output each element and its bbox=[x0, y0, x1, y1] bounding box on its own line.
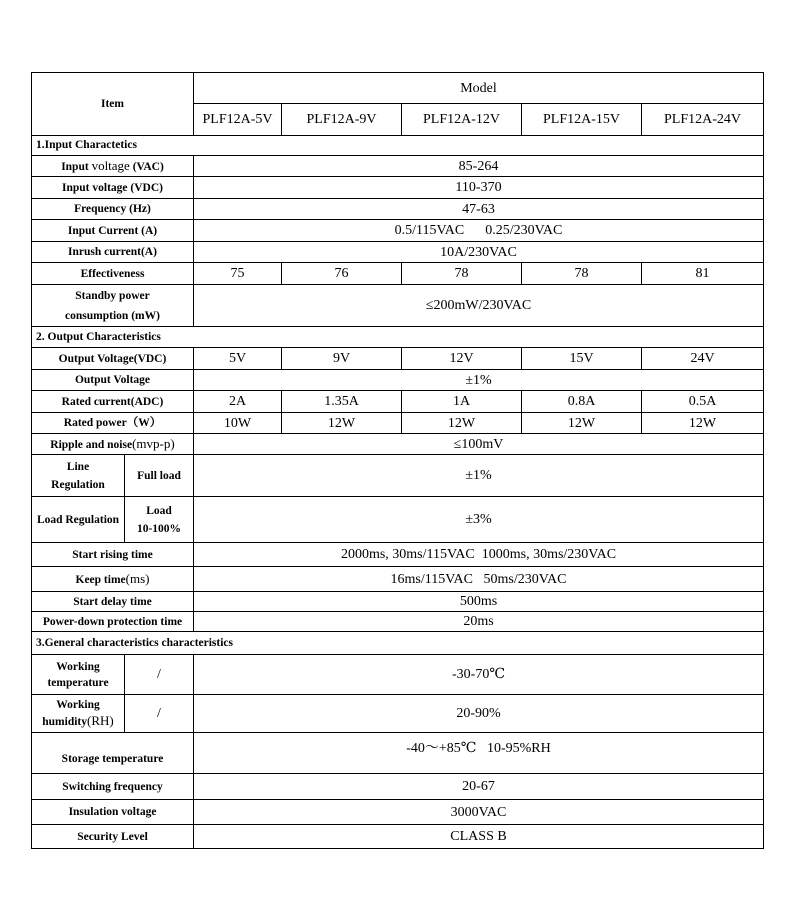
standby-power-value: ≤200mW/230VAC bbox=[194, 285, 764, 327]
model-name: PLF12A-5V bbox=[194, 104, 282, 136]
start-rising-time-value: 2000ms, 30ms/115VAC 1000ms, 30ms/230VAC bbox=[194, 543, 764, 567]
storage-temperature-value: -40～+85℃ 10-95%RH bbox=[194, 733, 764, 774]
start-delay-time-label: Start delay time bbox=[32, 592, 194, 612]
item-header: Item bbox=[32, 73, 194, 136]
rated-power-value: 12W bbox=[402, 413, 522, 434]
output-voltage-value: 9V bbox=[282, 348, 402, 370]
keep-time-label: Keep time(ms) bbox=[32, 567, 194, 592]
load-regulation-value: ±3% bbox=[194, 497, 764, 543]
input-current-value: 0.5/115VAC 0.25/230VAC bbox=[194, 220, 764, 242]
rated-power-value: 12W bbox=[522, 413, 642, 434]
insulation-voltage-label: Insulation voltage bbox=[32, 800, 194, 825]
output-voltage-value: 5V bbox=[194, 348, 282, 370]
ripple-noise-value: ≤100mV bbox=[194, 434, 764, 455]
keep-time-value: 16ms/115VAC 50ms/230VAC bbox=[194, 567, 764, 592]
rated-power-value: 12W bbox=[282, 413, 402, 434]
start-rising-time-label: Start rising time bbox=[32, 543, 194, 567]
effectiveness-value: 78 bbox=[402, 263, 522, 285]
effectiveness-label: Effectiveness bbox=[32, 263, 194, 285]
rated-current-value: 2A bbox=[194, 391, 282, 413]
working-temperature-condition: / bbox=[125, 655, 194, 695]
section-general-title: 3.General characteristics characteristics bbox=[32, 632, 764, 655]
insulation-voltage-value: 3000VAC bbox=[194, 800, 764, 825]
section-input-title: 1.Input Charactetics bbox=[32, 136, 764, 156]
line-regulation-condition: Full load bbox=[125, 455, 194, 497]
storage-temperature-label: Storage temperature bbox=[32, 733, 194, 774]
input-current-label: Input Current (A) bbox=[32, 220, 194, 242]
power-down-protection-label: Power-down protection time bbox=[32, 612, 194, 632]
switching-frequency-label: Switching frequency bbox=[32, 774, 194, 800]
ripple-noise-label: Ripple and noise(mvp-p) bbox=[32, 434, 194, 455]
rated-current-value: 0.5A bbox=[642, 391, 764, 413]
model-header: Model bbox=[194, 73, 764, 104]
output-voltage-value: 12V bbox=[402, 348, 522, 370]
load-regulation-condition: Load 10-100% bbox=[125, 497, 194, 543]
line-regulation-value: ±1% bbox=[194, 455, 764, 497]
rated-current-label: Rated current(ADC) bbox=[32, 391, 194, 413]
model-name: PLF12A-15V bbox=[522, 104, 642, 136]
effectiveness-value: 78 bbox=[522, 263, 642, 285]
rated-current-value: 1.35A bbox=[282, 391, 402, 413]
input-voltage-vac-value: 85-264 bbox=[194, 156, 764, 177]
power-down-protection-value: 20ms bbox=[194, 612, 764, 632]
line-regulation-label: Line Regulation bbox=[32, 455, 125, 497]
section-output-title: 2. Output Characteristics bbox=[32, 327, 764, 348]
input-voltage-vdc-label: Input voltage (VDC) bbox=[32, 177, 194, 199]
model-name: PLF12A-12V bbox=[402, 104, 522, 136]
working-humidity-label: Working humidity(RH) bbox=[32, 695, 125, 733]
input-voltage-vac-label: Input voltage (VAC) bbox=[32, 156, 194, 177]
inrush-current-label: Inrush current(A) bbox=[32, 242, 194, 263]
rated-current-value: 1A bbox=[402, 391, 522, 413]
rated-power-label: Rated power（W） bbox=[32, 413, 194, 434]
output-voltage-accuracy-label: Output Voltage bbox=[32, 370, 194, 391]
working-temperature-label: Working temperature bbox=[32, 655, 125, 695]
load-regulation-label: Load Regulation bbox=[32, 497, 125, 543]
output-voltage-value: 15V bbox=[522, 348, 642, 370]
working-humidity-value: 20-90% bbox=[194, 695, 764, 733]
frequency-value: 47-63 bbox=[194, 199, 764, 220]
standby-power-label: Standby power consumption (mW) bbox=[32, 285, 194, 327]
rated-current-value: 0.8A bbox=[522, 391, 642, 413]
inrush-current-value: 10A/230VAC bbox=[194, 242, 764, 263]
switching-frequency-value: 20-67 bbox=[194, 774, 764, 800]
effectiveness-value: 81 bbox=[642, 263, 764, 285]
working-temperature-value: -30-70℃ bbox=[194, 655, 764, 695]
working-humidity-condition: / bbox=[125, 695, 194, 733]
output-voltage-accuracy-value: ±1% bbox=[194, 370, 764, 391]
frequency-label: Frequency (Hz) bbox=[32, 199, 194, 220]
rated-power-value: 12W bbox=[642, 413, 764, 434]
input-voltage-vdc-value: 110-370 bbox=[194, 177, 764, 199]
start-delay-time-value: 500ms bbox=[194, 592, 764, 612]
rated-power-value: 10W bbox=[194, 413, 282, 434]
model-name: PLF12A-9V bbox=[282, 104, 402, 136]
security-level-value: CLASS B bbox=[194, 825, 764, 849]
output-voltage-label: Output Voltage(VDC) bbox=[32, 348, 194, 370]
effectiveness-value: 75 bbox=[194, 263, 282, 285]
spec-table bbox=[31, 72, 764, 849]
effectiveness-value: 76 bbox=[282, 263, 402, 285]
security-level-label: Security Level bbox=[32, 825, 194, 849]
output-voltage-value: 24V bbox=[642, 348, 764, 370]
model-name: PLF12A-24V bbox=[642, 104, 764, 136]
